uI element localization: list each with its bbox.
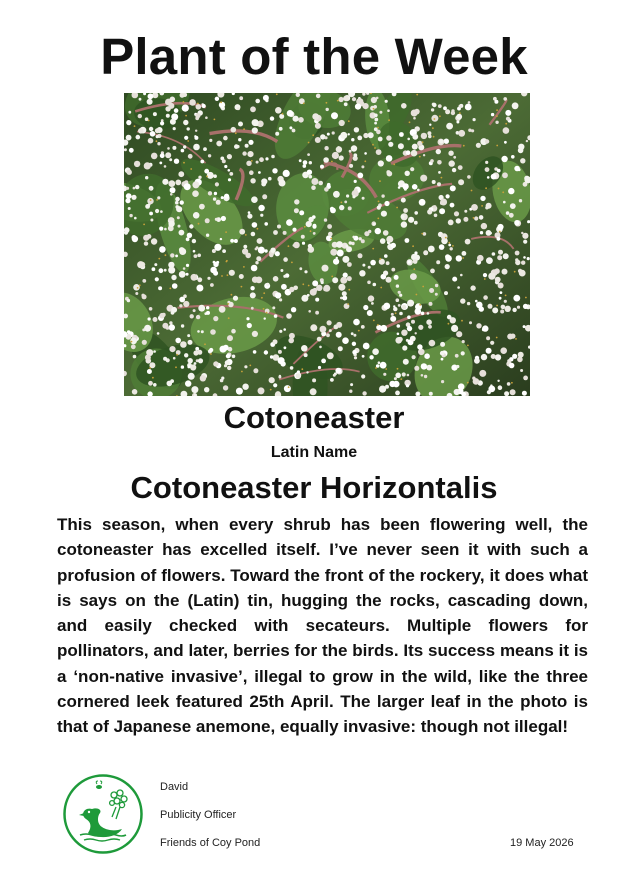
plant-photo [124,93,530,396]
publish-date: 19 May 2026 [510,837,574,849]
swan-logo-icon [62,773,144,855]
flowering-shrub-photo [124,93,530,396]
common-name: Cotoneaster [223,400,405,435]
article-body: This season, when every shrub has been flowering well, the cotoneaster has excelled itself. I’ve never seen it with such a profusion of flowers. Toward the front of the rockery, it does what is says on the (Latin) tin, hugging the rocks, cascading down, and easily checked with secateurs. Multiple flowers for pollinators, and later, berries for the birds. Its success means it is a ‘non-native invasive’, illegal to grow in the wild, like the three cornered leek featured 25th April. The larger leaf in the photo is that of Japanese anemone, equally invasive: though not illegal! [57,515,588,737]
page-title: Plant of the Week [100,28,528,85]
organisation-name: Friends of Coy Pond [160,837,261,849]
author-name: David [160,781,189,793]
author-role: Publicity Officer [160,809,237,821]
latin-name-label: Latin Name [270,444,358,461]
latin-name: Cotoneaster Horizontalis [130,470,498,505]
